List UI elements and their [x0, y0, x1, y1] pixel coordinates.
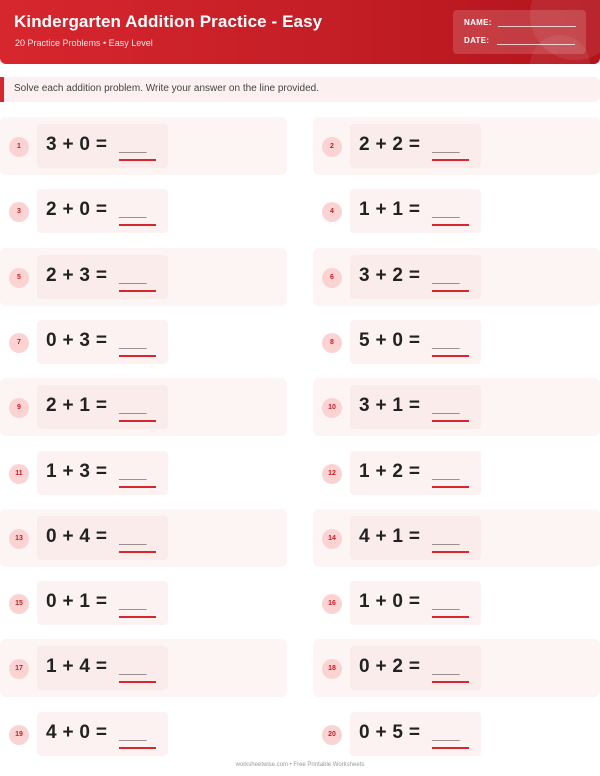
- answer-line: [119, 747, 156, 749]
- problem-card: [0, 378, 287, 436]
- equation-box: [37, 255, 168, 299]
- equation-box: [350, 385, 481, 429]
- answer-line: [119, 486, 156, 488]
- answer-blank[interactable]: ____: [119, 596, 146, 612]
- equation-box: [37, 516, 168, 560]
- equation-box: [350, 320, 481, 364]
- problem-number-badge: 17: [9, 659, 29, 679]
- problem-card: [0, 639, 287, 697]
- answer-line: [432, 159, 469, 161]
- answer-blank[interactable]: ____: [432, 400, 459, 416]
- date-row: [464, 36, 575, 45]
- answer-line: [432, 681, 469, 683]
- equation-box: [37, 385, 168, 429]
- page-title: Kindergarten Addition Practice - Easy: [14, 12, 323, 31]
- problem-number-badge: 14: [322, 529, 342, 549]
- equation-box: [350, 581, 481, 625]
- problem-card: [313, 248, 600, 306]
- answer-line: [432, 551, 469, 553]
- problem-number-badge: 20: [322, 725, 342, 745]
- problem-number-badge: 18: [322, 659, 342, 679]
- equation-text: 1 + 4 =: [46, 656, 108, 678]
- answer-line: [119, 420, 156, 422]
- answer-blank[interactable]: ____: [432, 139, 459, 154]
- problem-card: [0, 444, 287, 502]
- answer-line: [432, 616, 469, 618]
- problem-number-badge: 10: [322, 398, 342, 418]
- answer-line: [119, 290, 156, 292]
- footer-text: worksheetwise.com • Free Printable Worksheets: [235, 762, 365, 768]
- equation-box: [37, 712, 168, 756]
- answer-line: [432, 290, 469, 292]
- name-row: [464, 18, 576, 27]
- problem-card: [313, 117, 600, 175]
- answer-blank[interactable]: ____: [432, 269, 459, 285]
- answer-blank[interactable]: ____: [119, 530, 146, 546]
- instructions-text: Solve each addition problem. Write your answer on the line provided.: [14, 83, 319, 94]
- equation-text: 0 + 5 =: [359, 721, 421, 743]
- answer-line: [119, 224, 156, 226]
- page-subtitle: 20 Practice Problems • Easy Level: [15, 38, 153, 48]
- answer-blank[interactable]: ____: [119, 400, 146, 416]
- problem-number-badge: 7: [9, 333, 29, 353]
- equation-box: [350, 451, 481, 495]
- problem-number-badge: 6: [322, 268, 342, 288]
- problem-card: [0, 705, 287, 763]
- problem-card: [313, 444, 600, 502]
- equation-box: [350, 712, 481, 756]
- answer-line: [432, 355, 469, 357]
- answer-blank[interactable]: ____: [119, 661, 146, 677]
- answer-line: [432, 486, 469, 488]
- equation-box: [37, 320, 168, 364]
- problem-card: [313, 705, 600, 763]
- equation-box: [350, 189, 481, 233]
- answer-line: [119, 355, 156, 357]
- instructions-bar: [0, 77, 600, 102]
- equation-text: 2 + 0 =: [46, 199, 108, 221]
- problem-number-badge: 4: [322, 202, 342, 222]
- problem-number-badge: 2: [322, 137, 342, 157]
- equation-box: [350, 124, 481, 168]
- equation-box: [350, 516, 481, 560]
- problem-number-badge: 16: [322, 594, 342, 614]
- answer-blank[interactable]: ____: [432, 726, 459, 742]
- problem-number-badge: 12: [322, 464, 342, 484]
- problem-card: [313, 639, 600, 697]
- answer-line: [119, 551, 156, 553]
- equation-text: 1 + 1 =: [359, 199, 421, 221]
- problem-card: [0, 117, 287, 175]
- name-label: NAME:: [464, 18, 492, 27]
- answer-blank[interactable]: ____: [432, 334, 459, 350]
- equation-text: 1 + 3 =: [46, 460, 108, 482]
- answer-blank[interactable]: ____: [432, 530, 459, 546]
- worksheet-header: [0, 0, 600, 64]
- problem-card: [313, 182, 600, 240]
- problem-card: [0, 182, 287, 240]
- equation-text: 2 + 1 =: [46, 395, 108, 417]
- answer-blank[interactable]: ____: [119, 139, 146, 154]
- date-label: DATE:: [464, 36, 490, 45]
- answer-blank[interactable]: ____: [432, 596, 459, 612]
- answer-blank[interactable]: ____: [432, 204, 459, 220]
- equation-text: 0 + 3 =: [46, 329, 108, 351]
- equation-text: 0 + 1 =: [46, 591, 108, 613]
- answer-line: [119, 616, 156, 618]
- problem-number-badge: 11: [9, 464, 29, 484]
- equation-box: [37, 124, 168, 168]
- answer-blank[interactable]: ____: [119, 334, 146, 350]
- problem-card: [313, 378, 600, 436]
- equation-text: 1 + 0 =: [359, 591, 421, 613]
- equation-text: 3 + 1 =: [359, 395, 421, 417]
- problem-card: [0, 313, 287, 371]
- problem-number-badge: 19: [9, 725, 29, 745]
- equation-text: 0 + 2 =: [359, 656, 421, 678]
- equation-box: [37, 646, 168, 690]
- equation-box: [37, 451, 168, 495]
- answer-blank[interactable]: ____: [119, 269, 146, 285]
- problem-number-badge: 8: [322, 333, 342, 353]
- equation-text: 2 + 2 =: [359, 134, 421, 155]
- answer-line: [432, 747, 469, 749]
- problem-number-badge: 5: [9, 268, 29, 288]
- equation-text: 4 + 0 =: [46, 721, 108, 743]
- answer-blank[interactable]: ____: [432, 661, 459, 677]
- equation-text: 4 + 1 =: [359, 525, 421, 547]
- problem-number-badge: 15: [9, 594, 29, 614]
- problem-number-badge: 9: [9, 398, 29, 418]
- name-date-box: [453, 10, 586, 54]
- name-field[interactable]: [498, 18, 576, 27]
- equation-text: 3 + 0 =: [46, 134, 108, 155]
- equation-text: 1 + 2 =: [359, 460, 421, 482]
- equation-box: [350, 255, 481, 299]
- answer-blank[interactable]: ____: [119, 204, 146, 220]
- answer-blank[interactable]: ____: [119, 726, 146, 742]
- equation-box: [37, 581, 168, 625]
- equation-text: 3 + 2 =: [359, 264, 421, 286]
- answer-blank[interactable]: ____: [119, 465, 146, 481]
- equation-text: 0 + 4 =: [46, 525, 108, 547]
- problem-card: [0, 509, 287, 567]
- equation-box: [350, 646, 481, 690]
- equation-text: 5 + 0 =: [359, 329, 421, 351]
- answer-line: [432, 224, 469, 226]
- equation-text: 2 + 3 =: [46, 264, 108, 286]
- equation-box: [37, 189, 168, 233]
- problem-card: [0, 574, 287, 632]
- problem-number-badge: 1: [9, 137, 29, 157]
- problem-card: [313, 574, 600, 632]
- answer-line: [119, 159, 156, 161]
- date-field[interactable]: [497, 36, 575, 45]
- problem-number-badge: 13: [9, 529, 29, 549]
- problem-card: [313, 313, 600, 371]
- answer-line: [432, 420, 469, 422]
- answer-line: [119, 681, 156, 683]
- answer-blank[interactable]: ____: [432, 465, 459, 481]
- problem-card: [313, 509, 600, 567]
- problem-card: [0, 248, 287, 306]
- problem-number-badge: 3: [9, 202, 29, 222]
